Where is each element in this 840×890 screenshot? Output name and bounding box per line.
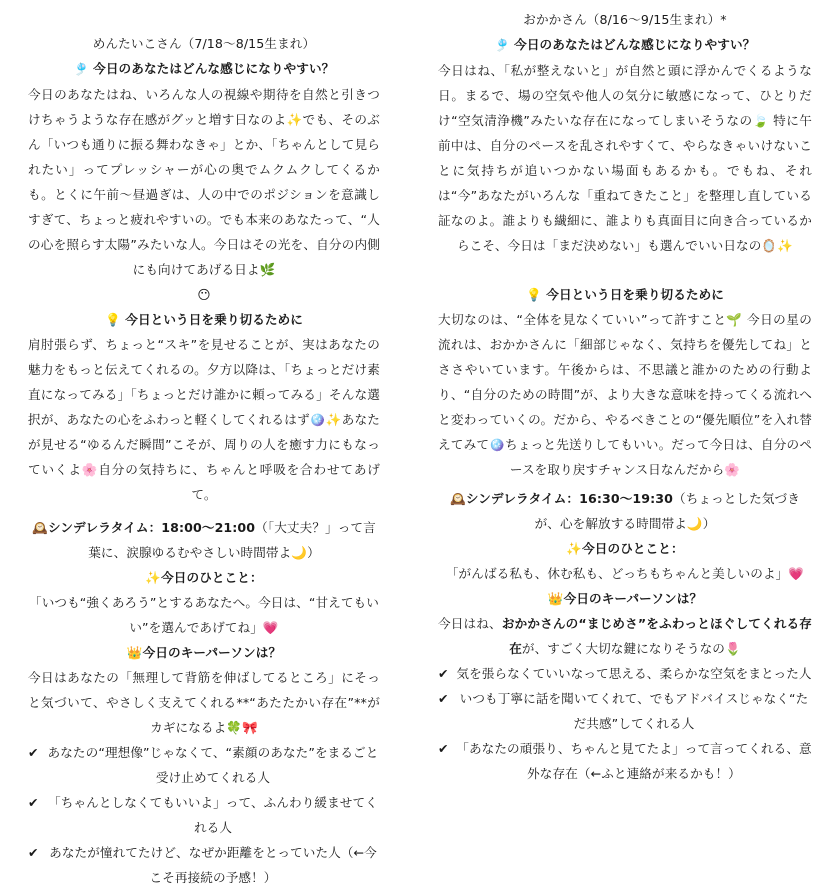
check-icon: ✔ xyxy=(28,745,39,760)
check-icon: ✔ xyxy=(28,845,39,860)
left-check-item: ✔ あなたの“理想像”じゃなくて、“素顔のあなた”をまるごと受け止めてくれる人 xyxy=(28,740,380,790)
left-tips-heading: 💡 今日という日を乗り切るために xyxy=(105,312,303,327)
left-tips-body: 肩肘張らず、ちょっと“スキ”を見せることが、実はあなたの魅力をもっと伝えてくれるの。夕方以降は、「ちょっとだけ素直になってみる」「ちょっとだけ誰かに頼ってみる」そんな選択が、あなたの心をふわっと軽くしてくれるはず🪩✨あなたが見せる“ゆるんだ瞬間”こそが、周りの人を癒す力にもなっていくよ🌸自分の気持ちに、ちゃんと呼吸を合わせてあげて。 xyxy=(28,337,380,502)
left-cinderella-note: （「大丈夫？」って言葉に、涙腺ゆるむやさしい時間帯よ🌙） xyxy=(88,520,376,560)
left-check-item: ✔ あなたが憧れてたけど、なぜか距離をとっていた人（←今こそ再接続の予感！） xyxy=(28,840,380,890)
left-check-item: ✔ 「ちゃんとしなくてもいいよ」って、ふんわり緩ませてくれる人 xyxy=(28,790,380,840)
right-tips-body: 大切なのは、“全体を見なくていい”って許すこと🌱 今日の星の流れは、おかかさんに「細部じゃなく、気持ちを優先してね」とささやいています。午後からは、不思議と誰かのための行動より、“自分のための時間”が、より大きな意味を持ってくる流れへと変わっていくの。だから、やるべきことの“優先順位”を入れ替えてみて🪩ちょっと先送りしてもいい。だって今日は、自分のペースを取り戻すチャンス日なんだから🌸 xyxy=(438,312,812,477)
right-cinderella-time xyxy=(438,486,812,536)
left-cinderella-time xyxy=(28,515,380,565)
check-icon: ✔ xyxy=(438,666,449,681)
right-word-heading: ✨今日のひとこと： xyxy=(566,541,684,556)
right-key-person-heading: 👑今日のキーパーソンは？ xyxy=(547,591,703,606)
right-sign-header: おかかさん（8/16〜9/15生まれ）* xyxy=(523,12,727,27)
left-word-heading: ✨今日のひとこと： xyxy=(145,570,263,585)
left-question-heading: 🎐 今日のあなたはどんな感じになりやすい？ xyxy=(73,61,335,76)
right-key-person-emphasis: おかかさんの“まじめさ”をふわっとほぐしてくれる存在 xyxy=(501,616,812,656)
right-column-okaka xyxy=(438,0,812,786)
left-key-person-body: 今日はあなたの「無理して背筋を伸ばしてるところ」にそっと気づいて、やさしく支えてくれる**“あたたかい存在”**がカギになるよ🍀🎀 xyxy=(28,670,380,735)
right-key-person-body: 今日はね、おかかさんの“まじめさ”をふわっとほぐしてくれる存在が、すごく大切な鍵になりそうなの🌷 xyxy=(438,616,812,656)
check-icon: ✔ xyxy=(28,795,39,810)
ribbon-icon: 🎐 xyxy=(73,62,89,76)
right-check-item: ✔ 気を張らなくていいなって思える、柔らかな空気をまとった人 xyxy=(438,661,812,686)
right-check-item: ✔ 「あなたの頑張り、ちゃんと見てたよ」って言ってくれる、意外な存在（←ふと連絡が来るかも！） xyxy=(438,736,812,786)
right-question-body: 今日はね、「私が整えないと」が自然と頭に浮かんでくるような日。まるで、場の空気や他人の気分に敏感になって、ひとりだけ“空気清浄機”みたいな存在になってしまいそうなの🍃 特に午前中は、自分のペースを乱されやすくて、やらなきゃいけないことに気持ちが追いつかない場面もあるかも。でもね、それは“今”あなたがいろんな「重ねてきたこと」を整理し直している証なのよ。誰よりも繊細に、誰よりも真面目に向き合っているからこそ、今日は「まだ決めない」も選んでいい日なの🪞✨ xyxy=(438,63,812,253)
ribbon-icon: 🎐 xyxy=(494,38,510,52)
right-cinderella-note: （ちょっとした気づきが、心を解放する時間帯よ🌙） xyxy=(534,491,800,531)
right-question-heading: 🎐 今日のあなたはどんな感じになりやすい？ xyxy=(494,37,756,52)
right-cinderella-label: 🕰️シンデレラタイム：16:30〜19:30 xyxy=(450,491,673,506)
right-tips-heading: 💡 今日という日を乗り切るために xyxy=(526,287,724,302)
left-sign-header: めんたいこさん（7/18〜8/15生まれ） xyxy=(92,36,316,51)
right-check-item: ✔ いつも丁寧に話を聞いてくれて、でもアドバイスじゃなく“ただ共感”してくれる人 xyxy=(438,686,812,736)
check-icon: ✔ xyxy=(438,691,449,706)
left-column-mentaiko xyxy=(28,0,380,890)
left-question-tail-emoji: 😶 xyxy=(197,287,211,302)
right-word-body: 「がんばる私も、休む私も、どっちもちゃんと美しいのよ」💗 xyxy=(445,566,805,581)
left-word-body: 「いつも“強くあろう”とするあなたへ。今日は、“甘えてもいい”を選んであげてね」💗 xyxy=(29,595,379,635)
left-question-body: 今日のあなたはね、いろんな人の視線や期待を自然と引きつけちゃうような存在感がグッと増す日なのよ✨でも、そのぶん「いつも通りに振る舞わなきゃ」とか、「ちゃんとして見られたい」ってプレッシャーが心の奥でムクムクしてくるかも。とくに午前〜昼過ぎは、人の中でのポジションを意識しすぎて、ちょっと疲れやすいの。でも本来のあなたって、“人の心を照らす太陽”みたいな人。今日はその光を、自分の内側にも向けてあげる日よ🌿 xyxy=(28,87,380,277)
left-cinderella-label: 🕰️シンデレラタイム：18:00〜21:00 xyxy=(32,520,256,535)
left-key-person-heading: 👑今日のキーパーソンは？ xyxy=(126,645,282,660)
check-icon: ✔ xyxy=(438,741,449,756)
